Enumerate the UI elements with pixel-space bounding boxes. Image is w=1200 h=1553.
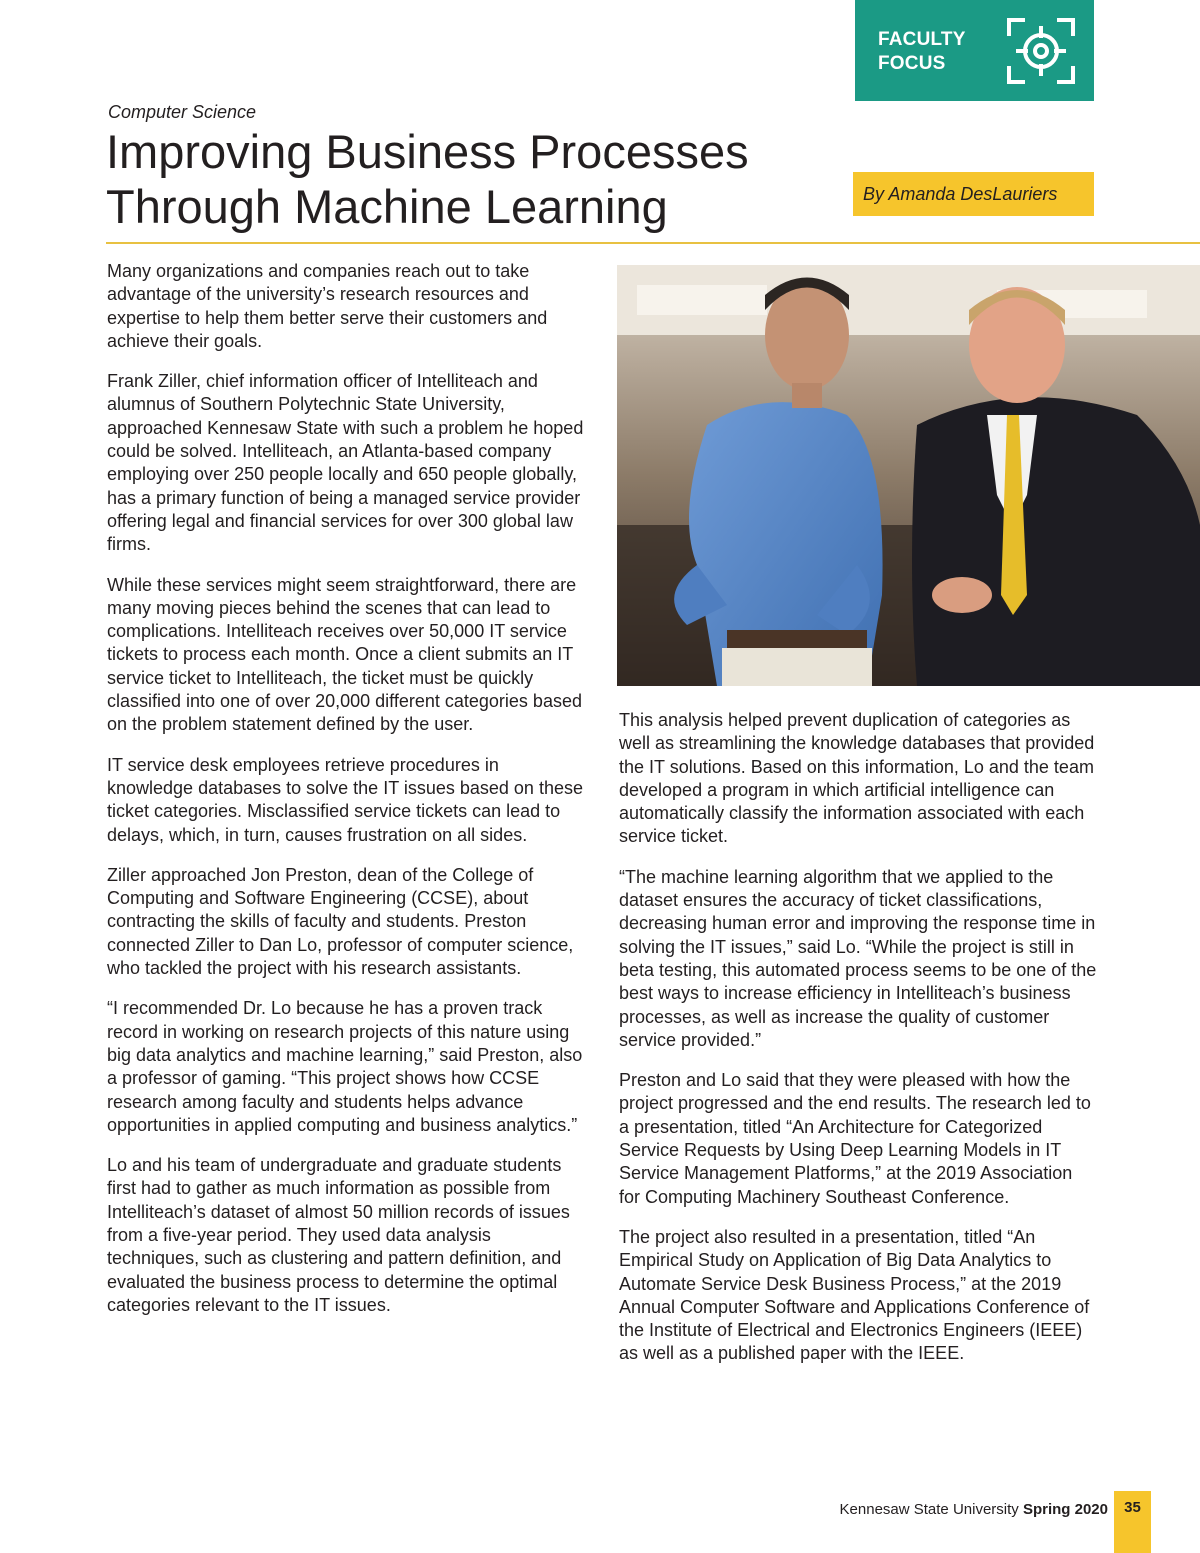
paragraph: IT service desk employees retrieve procedures in knowledge databases to solve the IT issues based on these ticket categories. Misclassified service tickets can lead to delays, which, in turn, causes frustration on all sides. xyxy=(107,754,583,845)
badge-line2: FOCUS xyxy=(878,53,946,74)
footer-publication xyxy=(840,1501,1108,1518)
paragraph: Many organizations and companies reach out to take advantage of the university’s research resources and expertise to help them better serve their customers and achieve their goals. xyxy=(107,261,548,351)
target-crosshair-icon xyxy=(1005,16,1077,86)
faculty-focus-badge xyxy=(855,0,1094,101)
photo-illustration xyxy=(617,265,1200,686)
article-title xyxy=(106,124,826,234)
paragraph: “The machine learning algorithm that we applied to the dataset ensures the accuracy of ticket classifications, decreasing human error and improving the response time in solving the IT issues,” said Lo. “While the project is still in beta testing, this automated process seems to be one of the best ways to increase efficiency in Intelliteach’s business processes, as well as increase the quality of customer service provided.” xyxy=(619,866,1097,1050)
paragraph: Ziller approached Jon Preston, dean of the College of Computing and Software Engineering (CCSE), about contracting the skills of faculty and students. Preston connected Ziller to Dan Lo, professor of computer science, who tackled the project with his research assistants. xyxy=(107,864,574,979)
paragraph: The project also resulted in a presentation, titled “An Empirical Study on Application of Big Data Analytics to Automate Service Desk Business Process,” at the 2019 Annual Computer Software and Applications Conference of the Institute of Electrical and Electronics Engineers (IEEE) as well as a published paper with the IEEE. xyxy=(619,1226,1090,1364)
byline: By Amanda DesLauriers xyxy=(853,172,1094,216)
article-photo xyxy=(617,265,1200,686)
section-label: Computer Science xyxy=(108,102,257,122)
paragraph: Frank Ziller, chief information officer of Intelliteach and alumnus of Southern Polytechnic State University, approached Kennesaw State with such a problem he hoped could be solved. Intelliteach, an Atlanta-based company employing over 250 people locally and 650 people globally, has a primary function of being a managed service provider offering legal and financial services for over 300 global law firms. xyxy=(107,371,584,555)
paragraph: While these services might seem straightforward, there are many moving pieces behind the scenes that can lead to complications. Intelliteach receives over 50,000 IT service tickets to process each month. Once a client submits an IT service ticket to Intelliteach, the ticket must be quickly classified into one of over 20,000 different categories based on the problem statement defined by the user. xyxy=(107,574,582,735)
paragraph: Lo and his team of undergraduate and graduate students first had to gather as much information as possible from Intelliteach’s dataset of almost 50 million records of issues from a five-year period. They used data analysis techniques, such as clustering and pattern definition, and evaluated the business process to determine the optimal categories relevant to the IT issues. xyxy=(107,1155,570,1315)
issue-label: Spring 2020 xyxy=(1022,1501,1108,1518)
badge-line1: FACULTY xyxy=(878,29,966,50)
page-number: 35 xyxy=(1114,1491,1151,1553)
right-column xyxy=(619,709,1097,1383)
title-line-1: Improving Business Processes xyxy=(106,125,749,178)
publication-name: Kennesaw State University xyxy=(839,1501,1023,1518)
title-line-2: Through Machine Learning xyxy=(106,180,668,233)
left-column xyxy=(107,260,585,1334)
paragraph: “I recommended Dr. Lo because he has a proven track record in working on research projects of this nature using big data analytics and machine learning,” said Preston, also a professor of gaming. “This project shows how CCSE research among faculty and students helps advance opportunities in applied computing and business analytics.” xyxy=(107,998,583,1135)
badge-label xyxy=(878,28,966,76)
paragraph: Preston and Lo said that they were pleased with how the project progressed and the end results. The research led to a presentation, titled “An Architecture for Categorized Service Requests by Using Deep Learning Models in IT Service Management Platforms,” at the 2019 Association for Computing Machinery Southeast Conference. xyxy=(619,1070,1091,1207)
header-divider xyxy=(106,242,1200,244)
paragraph: This analysis helped prevent duplication of categories as well as streamlining the knowledge databases that provided the IT solutions. Based on this information, Lo and the team developed a program in which artificial intelligence can automatically classify the information associated with each service ticket. xyxy=(619,710,1095,847)
